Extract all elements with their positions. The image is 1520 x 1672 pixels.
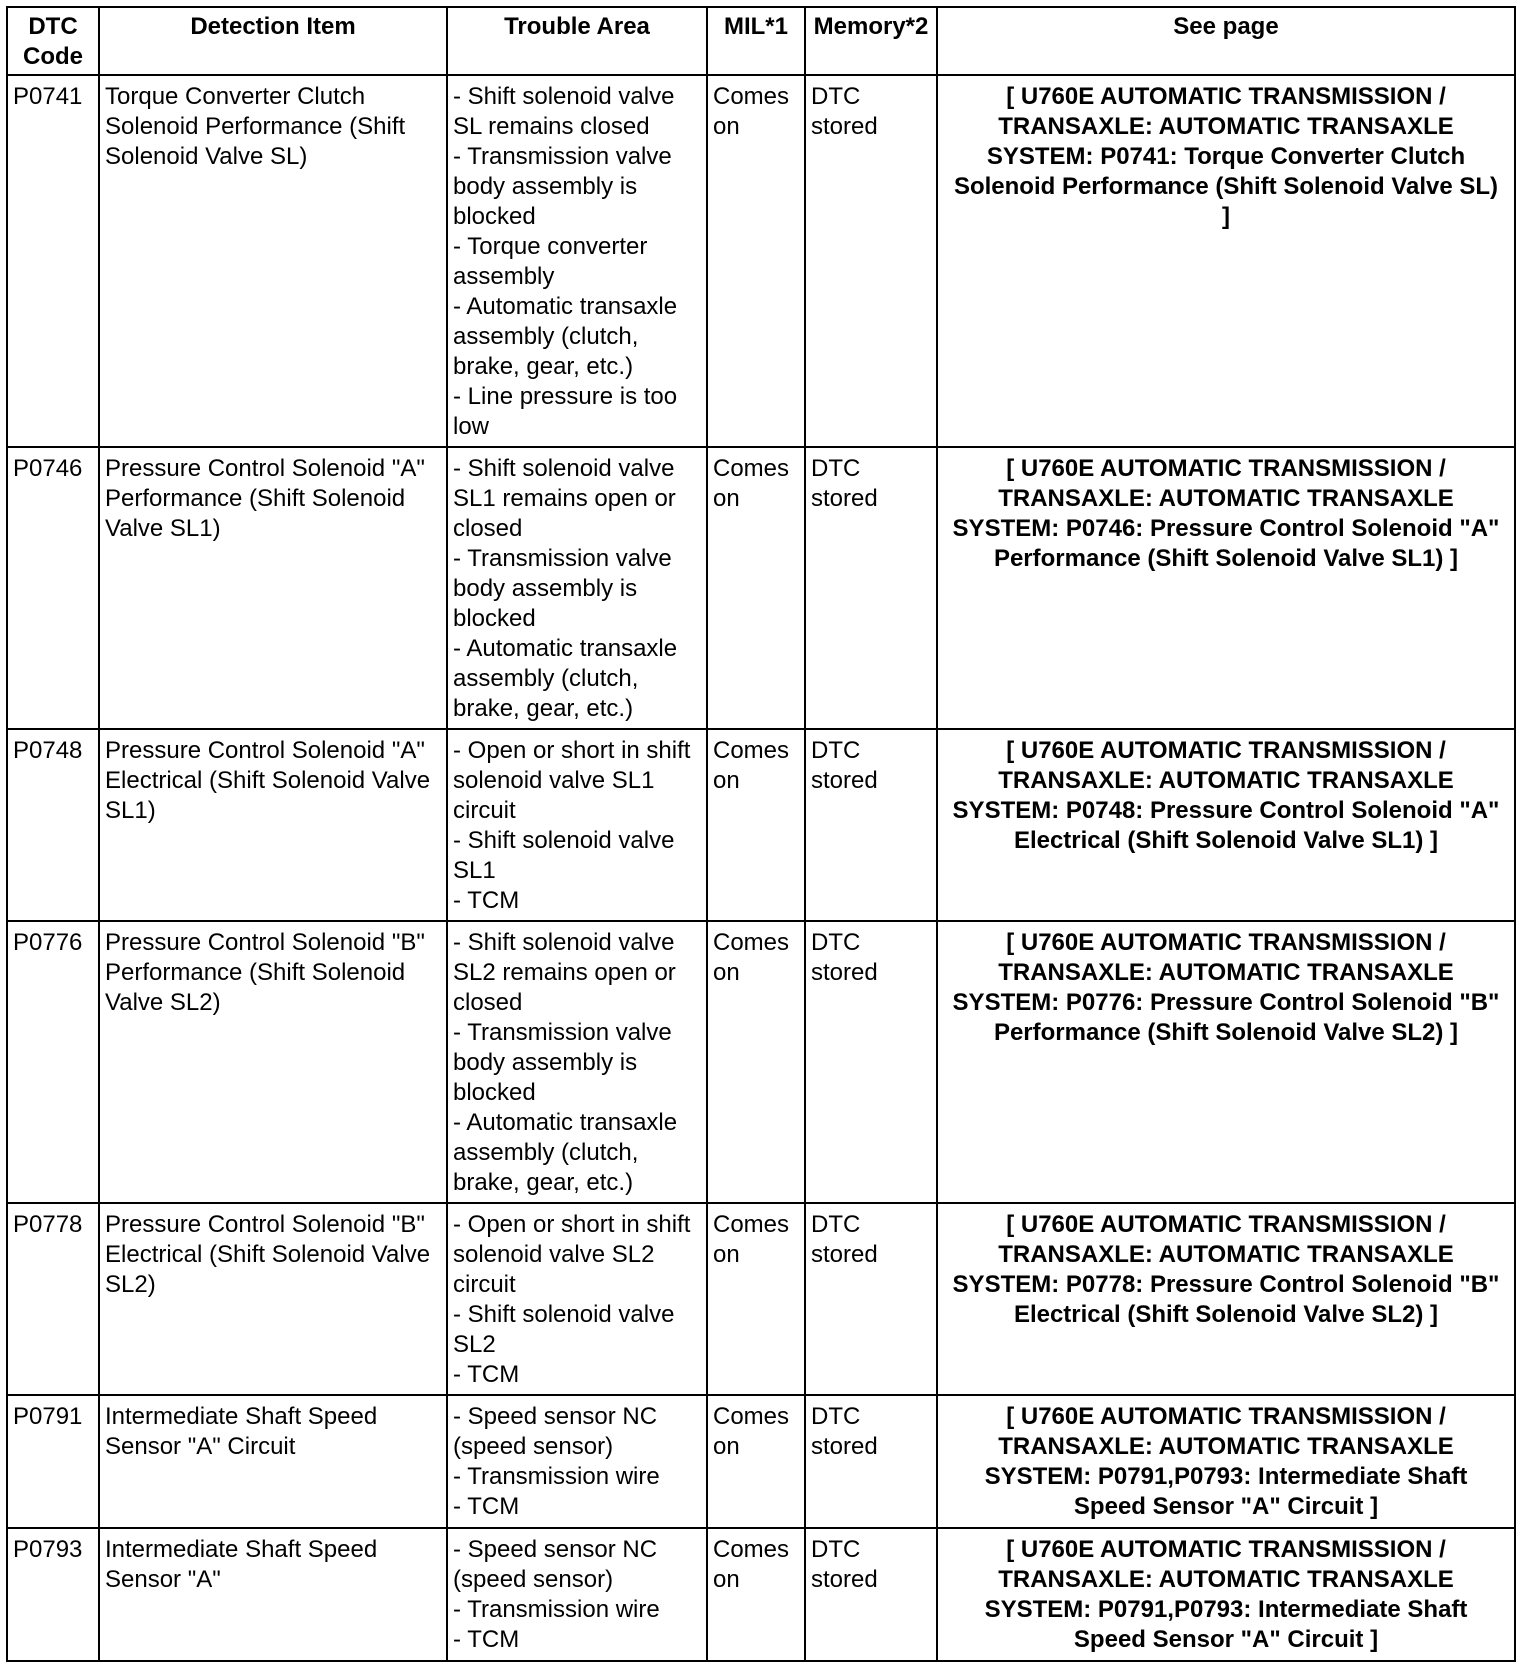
header-row <box>7 7 1515 75</box>
trouble-item: - Transmission wire <box>453 1463 660 1490</box>
detection-item-cell: Torque Converter Clutch Solenoid Performance (Shift Solenoid Valve SL) <box>99 75 447 447</box>
trouble-item: - Line pressure is too low <box>453 383 678 440</box>
trouble-item: - Shift solenoid valve SL1 <box>453 827 675 884</box>
mil-cell: Comes on <box>707 1203 805 1395</box>
detection-item-cell: Pressure Control Solenoid "A" Electrical (Shift Solenoid Valve SL1) <box>99 729 447 921</box>
see-page-link[interactable]: [ U760E AUTOMATIC TRANSMISSION / TRANSAXLE: AUTOMATIC TRANSAXLE SYSTEM: P0791,P0793: Intermediate Shaft Speed Sensor "A" Circuit ] <box>937 1528 1515 1661</box>
see-page-link[interactable]: [ U760E AUTOMATIC TRANSMISSION / TRANSAXLE: AUTOMATIC TRANSAXLE SYSTEM: P0746: Pressure Control Solenoid "A" Performance (Shift Solenoid Valve SL1) ] <box>937 447 1515 729</box>
trouble-area-cell <box>447 75 707 447</box>
table-row <box>7 921 1515 1203</box>
trouble-item: - Open or short in shift solenoid valve SL2 circuit <box>453 1211 691 1298</box>
dtc-code-cell: P0741 <box>7 75 99 447</box>
trouble-item: - Transmission valve body assembly is blocked <box>453 545 672 632</box>
see-page-link[interactable]: [ U760E AUTOMATIC TRANSMISSION / TRANSAXLE: AUTOMATIC TRANSAXLE SYSTEM: P0791,P0793: Intermediate Shaft Speed Sensor "A" Circuit ] <box>937 1395 1515 1528</box>
trouble-item: - Automatic transaxle assembly (clutch, brake, gear, etc.) <box>453 1109 678 1196</box>
trouble-item: - TCM <box>453 1361 520 1388</box>
trouble-area-cell <box>447 1395 707 1528</box>
see-page-link[interactable]: [ U760E AUTOMATIC TRANSMISSION / TRANSAXLE: AUTOMATIC TRANSAXLE SYSTEM: P0741: Torque Converter Clutch Solenoid Performance (Shift Solenoid Valve SL) ] <box>937 75 1515 447</box>
dtc-code-cell: P0748 <box>7 729 99 921</box>
header-dtc-code-line2: Code <box>23 43 83 70</box>
see-page-link[interactable]: [ U760E AUTOMATIC TRANSMISSION / TRANSAXLE: AUTOMATIC TRANSAXLE SYSTEM: P0778: Pressure Control Solenoid "B" Electrical (Shift Solenoid Valve SL2) ] <box>937 1203 1515 1395</box>
trouble-item: - Transmission wire <box>453 1596 660 1623</box>
mil-cell: Comes on <box>707 1395 805 1528</box>
memory-cell: DTC stored <box>805 1528 937 1661</box>
trouble-area-cell <box>447 1203 707 1395</box>
mil-cell: Comes on <box>707 75 805 447</box>
memory-cell: DTC stored <box>805 447 937 729</box>
trouble-area-cell <box>447 1528 707 1661</box>
trouble-item: - Transmission valve body assembly is blocked <box>453 143 672 230</box>
detection-item-cell: Pressure Control Solenoid "A" Performance (Shift Solenoid Valve SL1) <box>99 447 447 729</box>
trouble-area-cell <box>447 921 707 1203</box>
trouble-item: - TCM <box>453 1493 520 1520</box>
see-page-link[interactable]: [ U760E AUTOMATIC TRANSMISSION / TRANSAXLE: AUTOMATIC TRANSAXLE SYSTEM: P0748: Pressure Control Solenoid "A" Electrical (Shift Solenoid Valve SL1) ] <box>937 729 1515 921</box>
trouble-item: - Shift solenoid valve SL remains closed <box>453 83 675 140</box>
table-header <box>7 7 1515 75</box>
table-row <box>7 1203 1515 1395</box>
trouble-item: - Speed sensor NC (speed sensor) <box>453 1536 658 1593</box>
table-body <box>7 75 1515 1661</box>
trouble-item: - TCM <box>453 887 520 914</box>
dtc-code-cell: P0778 <box>7 1203 99 1395</box>
dtc-code-cell: P0746 <box>7 447 99 729</box>
trouble-item: - Speed sensor NC (speed sensor) <box>453 1403 658 1460</box>
trouble-item: - Shift solenoid valve SL1 remains open or closed <box>453 455 676 542</box>
dtc-code-cell: P0791 <box>7 1395 99 1528</box>
header-trouble-area: Trouble Area <box>447 7 707 75</box>
header-memory: Memory*2 <box>805 7 937 75</box>
memory-cell: DTC stored <box>805 1203 937 1395</box>
memory-cell: DTC stored <box>805 75 937 447</box>
table-row <box>7 1528 1515 1661</box>
trouble-item: - Shift solenoid valve SL2 remains open or closed <box>453 929 676 1016</box>
table-row <box>7 447 1515 729</box>
header-dtc-code-line1: DTC <box>28 13 78 40</box>
trouble-item: - Transmission valve body assembly is blocked <box>453 1019 672 1106</box>
trouble-item: - Torque converter assembly <box>453 233 648 290</box>
trouble-item: - TCM <box>453 1626 520 1653</box>
table-row <box>7 75 1515 447</box>
detection-item-cell: Pressure Control Solenoid "B" Electrical (Shift Solenoid Valve SL2) <box>99 1203 447 1395</box>
trouble-item: - Automatic transaxle assembly (clutch, brake, gear, etc.) <box>453 293 678 380</box>
dtc-table <box>6 6 1516 1662</box>
trouble-item: - Automatic transaxle assembly (clutch, brake, gear, etc.) <box>453 635 678 722</box>
detection-item-cell: Intermediate Shaft Speed Sensor "A" Circuit <box>99 1395 447 1528</box>
trouble-area-cell <box>447 447 707 729</box>
memory-cell: DTC stored <box>805 921 937 1203</box>
memory-cell: DTC stored <box>805 1395 937 1528</box>
table-row <box>7 1395 1515 1528</box>
see-page-link[interactable]: [ U760E AUTOMATIC TRANSMISSION / TRANSAXLE: AUTOMATIC TRANSAXLE SYSTEM: P0776: Pressure Control Solenoid "B" Performance (Shift Solenoid Valve SL2) ] <box>937 921 1515 1203</box>
detection-item-cell: Intermediate Shaft Speed Sensor "A" <box>99 1528 447 1661</box>
memory-cell: DTC stored <box>805 729 937 921</box>
mil-cell: Comes on <box>707 447 805 729</box>
trouble-item: - Open or short in shift solenoid valve SL1 circuit <box>453 737 691 824</box>
dtc-code-cell: P0776 <box>7 921 99 1203</box>
header-see-page: See page <box>937 7 1515 75</box>
header-dtc-code <box>7 7 99 75</box>
trouble-item: - Shift solenoid valve SL2 <box>453 1301 675 1358</box>
mil-cell: Comes on <box>707 729 805 921</box>
detection-item-cell: Pressure Control Solenoid "B" Performance (Shift Solenoid Valve SL2) <box>99 921 447 1203</box>
trouble-area-cell <box>447 729 707 921</box>
mil-cell: Comes on <box>707 1528 805 1661</box>
header-detection-item: Detection Item <box>99 7 447 75</box>
header-mil: MIL*1 <box>707 7 805 75</box>
mil-cell: Comes on <box>707 921 805 1203</box>
dtc-code-cell: P0793 <box>7 1528 99 1661</box>
table-row <box>7 729 1515 921</box>
